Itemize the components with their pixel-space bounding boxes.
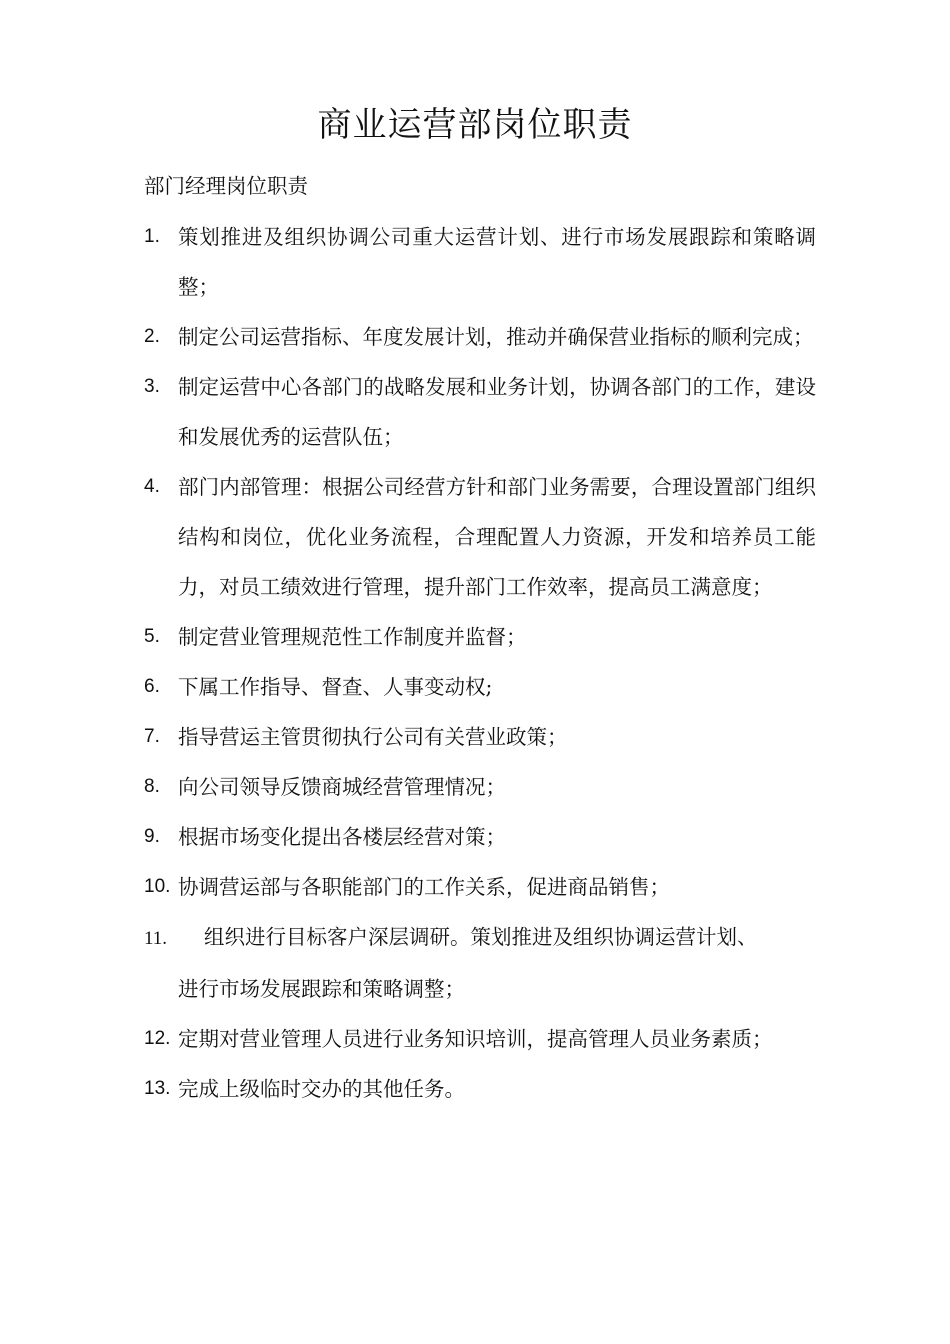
document-title: 商业运营部岗位职责 <box>317 105 633 145</box>
list-item <box>144 812 816 862</box>
item-text: 协调营运部与各职能部门的工作关系，促进商品销售； <box>178 875 670 899</box>
section-heading: 部门经理岗位职责 <box>144 174 308 198</box>
item-text: 制定运营中心各部门的战略发展和业务计划，协调各部门的工作，建设和发展优秀的运营队伍； <box>178 375 816 449</box>
list-item <box>144 212 816 312</box>
duty-list <box>144 212 816 1114</box>
item-number: 10. <box>144 876 171 897</box>
item-text: 向公司领导反馈商城经营管理情况； <box>178 775 506 799</box>
item-number: 1. <box>144 226 160 247</box>
item-text: 完成上级临时交办的其他任务。 <box>178 1077 465 1101</box>
list-item <box>144 762 816 812</box>
item-number: 2. <box>144 326 160 347</box>
list-item <box>144 312 816 362</box>
item-number: 3. <box>144 376 160 397</box>
list-item <box>144 712 816 762</box>
list-item <box>144 1064 816 1114</box>
list-item <box>144 912 816 1014</box>
list-item <box>144 862 816 912</box>
list-item <box>144 462 816 612</box>
item-text: 制定公司运营指标、年度发展计划，推动并确保营业指标的顺利完成； <box>178 325 814 349</box>
list-item <box>144 612 816 662</box>
item-number: 4. <box>144 476 160 497</box>
item-text: 部门内部管理：根据公司经营方针和部门业务需要，合理设置部门组织结构和岗位，优化业务流程，合理配置人力资源，开发和培养员工能力，对员工绩效进行管理，提升部门工作效率，提高员工满意度； <box>178 475 816 599</box>
list-item <box>144 362 816 462</box>
item-text: 根据市场变化提出各楼层经营对策； <box>178 825 506 849</box>
item-text-continued: 进行市场发展跟踪和策略调整； <box>178 977 465 1001</box>
item-number: 6. <box>144 676 160 697</box>
item-number: 5. <box>144 626 160 647</box>
item-text: 制定营业管理规范性工作制度并监督； <box>178 625 527 649</box>
item-text-first-line: 组织进行目标客户深层调研。策划推进及组织协调运营计划、 <box>204 925 758 949</box>
item-number: 9. <box>144 826 160 847</box>
item-number: 12. <box>144 1028 171 1049</box>
item-number: 13. <box>144 1078 171 1099</box>
item-text: 策划推进及组织协调公司重大运营计划、进行市场发展跟踪和策略调整； <box>178 225 816 299</box>
item-text: 指导营运主管贯彻执行公司有关营业政策； <box>178 725 568 749</box>
list-item <box>144 662 816 712</box>
item-number: 8. <box>144 776 160 797</box>
item-number: 7. <box>144 726 160 747</box>
item-text: 下属工作指导、督查、人事变动权; <box>178 675 493 699</box>
item-text: 定期对营业管理人员进行业务知识培训，提高管理人员业务素质； <box>178 1027 773 1051</box>
item-number: 11. <box>144 928 168 949</box>
list-item <box>144 1014 816 1064</box>
